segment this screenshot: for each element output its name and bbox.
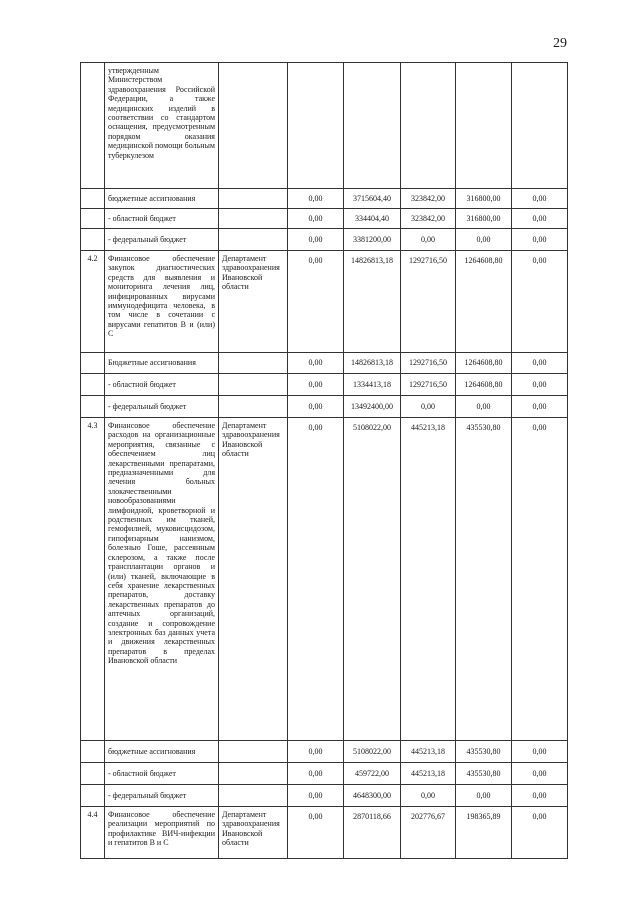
amount-cell: 0,00 bbox=[456, 396, 512, 418]
amount-cell: 1264608,80 bbox=[456, 374, 512, 396]
amount-cell: 435530,80 bbox=[456, 763, 512, 785]
amount-cell: 0,00 bbox=[456, 785, 512, 807]
amount-cell: 1264608,80 bbox=[456, 353, 512, 374]
budget-table bbox=[80, 62, 568, 859]
amount-cell: 0,00 bbox=[512, 763, 568, 785]
amount-cell: 0,00 bbox=[512, 229, 568, 251]
item-description: утвержденным Министерством здравоохранения Российской Федерации, а также медицинских изделий в соответствии со стандартом оснащения, предусмотренным порядком оказания медицинской помощи больным туберкулезом bbox=[105, 63, 219, 189]
amount-cell: 3381200,00 bbox=[344, 229, 401, 251]
amount-cell: 0,00 bbox=[288, 741, 344, 763]
amount-cell: 0,00 bbox=[288, 807, 344, 859]
item-executor: Департамент здравоохранения Ивановской области bbox=[219, 251, 288, 353]
amount-cell: 0,00 bbox=[512, 807, 568, 859]
amount-cell: 0,00 bbox=[512, 374, 568, 396]
amount-cell: 0,00 bbox=[512, 251, 568, 353]
amount-cell: 13492400,00 bbox=[344, 396, 401, 418]
amount-cell: 14826813,18 bbox=[344, 251, 401, 353]
amount-cell: 1264608,80 bbox=[456, 251, 512, 353]
amount-cell: 0,00 bbox=[512, 189, 568, 209]
amount-cell: 2870118,66 bbox=[344, 807, 401, 859]
amount-cell: 1292716,50 bbox=[401, 251, 456, 353]
funding-row bbox=[81, 189, 568, 209]
amount-cell: 445213,18 bbox=[401, 741, 456, 763]
item-executor: Департамент здравоохранения Ивановской области bbox=[219, 418, 288, 741]
item-number: 4.2 bbox=[81, 251, 105, 353]
amount-cell: 0,00 bbox=[288, 418, 344, 741]
amount-cell: 0,00 bbox=[512, 353, 568, 374]
amount-cell: 0,00 bbox=[288, 396, 344, 418]
item-executor bbox=[219, 785, 288, 807]
page-number: 29 bbox=[553, 36, 567, 51]
item-number bbox=[81, 189, 105, 209]
amount-cell: 1292716,50 bbox=[401, 374, 456, 396]
item-description: - федеральный бюджет bbox=[105, 785, 219, 807]
activity-row bbox=[81, 418, 568, 741]
amount-cell: 0,00 bbox=[512, 418, 568, 741]
funding-row bbox=[81, 741, 568, 763]
amount-cell bbox=[456, 63, 512, 189]
amount-cell: 3715604,40 bbox=[344, 189, 401, 209]
amount-cell bbox=[401, 63, 456, 189]
amount-cell: 0,00 bbox=[288, 209, 344, 229]
amount-cell: 0,00 bbox=[512, 741, 568, 763]
amount-cell: 435530,80 bbox=[456, 741, 512, 763]
amount-cell: 0,00 bbox=[456, 229, 512, 251]
item-executor bbox=[219, 189, 288, 209]
item-description: Финансовое обеспечение расходов на организационные мероприятия, связанные с обеспечением лиц лекарственными препаратами, предназначенными для лечения больных злокачественными новообразованиями лимфоидной, кроветворной и родственных им тканей, гемофилией, муковисцидозом, гипофизарным нанизмом, болезнью Гоше, рассеянным склерозом, а также после трансплантации органов и (или) тканей, включающие в себя хранение лекарственных препаратов, доставку лекарственных препаратов до аптечных организаций, создание и сопровождение электронных баз данных учета и движения лекарственных препаратов в пределах Ивановской области bbox=[105, 418, 219, 741]
amount-cell: 4648300,00 bbox=[344, 785, 401, 807]
amount-cell: 14826813,18 bbox=[344, 353, 401, 374]
amount-cell: 1292716,50 bbox=[401, 353, 456, 374]
amount-cell: 5108022,00 bbox=[344, 418, 401, 741]
amount-cell: 334404,40 bbox=[344, 209, 401, 229]
amount-cell: 0,00 bbox=[401, 785, 456, 807]
item-number bbox=[81, 374, 105, 396]
amount-cell: 323842,00 bbox=[401, 189, 456, 209]
amount-cell: 198365,89 bbox=[456, 807, 512, 859]
item-executor bbox=[219, 229, 288, 251]
funding-row bbox=[81, 374, 568, 396]
item-number: 4.4 bbox=[81, 807, 105, 859]
item-number bbox=[81, 763, 105, 785]
funding-row bbox=[81, 353, 568, 374]
item-executor bbox=[219, 353, 288, 374]
item-number bbox=[81, 396, 105, 418]
item-executor: Департамент здравоохранения Ивановской области bbox=[219, 807, 288, 859]
amount-cell: 1334413,18 bbox=[344, 374, 401, 396]
amount-cell: 202776,67 bbox=[401, 807, 456, 859]
item-executor bbox=[219, 763, 288, 785]
activity-row bbox=[81, 251, 568, 353]
item-number bbox=[81, 741, 105, 763]
amount-cell: 316800,00 bbox=[456, 209, 512, 229]
activity-row bbox=[81, 63, 568, 189]
amount-cell: 323842,00 bbox=[401, 209, 456, 229]
item-executor bbox=[219, 209, 288, 229]
amount-cell: 459722,00 bbox=[344, 763, 401, 785]
item-executor bbox=[219, 374, 288, 396]
item-description: - областной бюджет bbox=[105, 209, 219, 229]
amount-cell: 0,00 bbox=[401, 229, 456, 251]
item-number: 4.3 bbox=[81, 418, 105, 741]
item-description: - областной бюджет bbox=[105, 763, 219, 785]
amount-cell: 445213,18 bbox=[401, 418, 456, 741]
item-description: - областной бюджет bbox=[105, 374, 219, 396]
item-description: Бюджетные ассигнования bbox=[105, 353, 219, 374]
amount-cell: 0,00 bbox=[288, 229, 344, 251]
item-number bbox=[81, 63, 105, 189]
amount-cell: 0,00 bbox=[512, 785, 568, 807]
amount-cell: 0,00 bbox=[288, 251, 344, 353]
amount-cell: 0,00 bbox=[288, 353, 344, 374]
amount-cell: 0,00 bbox=[401, 396, 456, 418]
item-number bbox=[81, 353, 105, 374]
item-executor bbox=[219, 63, 288, 189]
funding-row bbox=[81, 229, 568, 251]
item-executor bbox=[219, 396, 288, 418]
amount-cell: 0,00 bbox=[288, 785, 344, 807]
amount-cell bbox=[344, 63, 401, 189]
funding-row bbox=[81, 209, 568, 229]
amount-cell: 0,00 bbox=[512, 209, 568, 229]
item-number bbox=[81, 229, 105, 251]
amount-cell: 0,00 bbox=[512, 396, 568, 418]
item-number bbox=[81, 209, 105, 229]
item-description: бюджетные ассигнования bbox=[105, 741, 219, 763]
amount-cell: 316800,00 bbox=[456, 189, 512, 209]
funding-row bbox=[81, 763, 568, 785]
item-description: - федеральный бюджет bbox=[105, 229, 219, 251]
funding-row bbox=[81, 396, 568, 418]
item-description: бюджетные ассигнования bbox=[105, 189, 219, 209]
amount-cell: 0,00 bbox=[288, 374, 344, 396]
amount-cell: 0,00 bbox=[288, 763, 344, 785]
item-description: Финансовое обеспечение реализации мероприятий по профилактике ВИЧ-инфекции и гепатитов B и C bbox=[105, 807, 219, 859]
amount-cell bbox=[512, 63, 568, 189]
item-description: Финансовое обеспечение закупок диагностических средств для выявления и мониторинга лечения лиц, инфицированных вирусами иммунодефицита человека, в том числе в сочетании с вирусами гепатитов B и (или) C bbox=[105, 251, 219, 353]
funding-row bbox=[81, 785, 568, 807]
item-executor bbox=[219, 741, 288, 763]
amount-cell: 5108022,00 bbox=[344, 741, 401, 763]
amount-cell: 0,00 bbox=[288, 189, 344, 209]
item-number bbox=[81, 785, 105, 807]
amount-cell: 445213,18 bbox=[401, 763, 456, 785]
activity-row bbox=[81, 807, 568, 859]
amount-cell: 435530,80 bbox=[456, 418, 512, 741]
item-description: - федеральный бюджет bbox=[105, 396, 219, 418]
amount-cell bbox=[288, 63, 344, 189]
